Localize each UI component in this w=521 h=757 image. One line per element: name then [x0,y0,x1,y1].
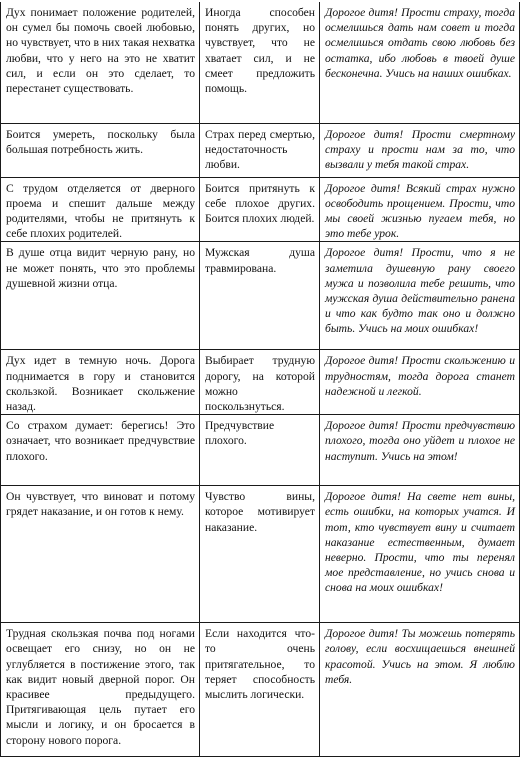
table-row [1,415,520,486]
meaning-cell: Предчувствие плохого. [200,415,320,486]
prayer-cell: Дорогое дитя! Прости, что я не заметила душевную рану своего мужа и позволила тебе решить, что мужская душа действительно ранена и что как будто так оно и должно быть. Учись на моих ошибках! [320,242,520,350]
situation-cell: Трудная скользкая почва под ногами освещает его снизу, но он не углубляется в постижение этого, так как видит новый дверной порог. Он красивее предыдущего. Притягивающая цель путает его мысли и логику, и он бросается в сторону нового порога. [1,623,200,757]
meaning-cell: Выбирает трудную дорогу, на которой можно поскользнуться. [200,350,320,415]
situation-cell: Дух идет в темную ночь. Дорога поднимается в гору и становится скользкой. Возникает скольжение назад. [1,350,200,415]
table-row [1,350,520,415]
prayer-cell: Дорогое дитя! Прости предчувствию плохого, тогда оно уйдет и плохое не наступит. Учись на этом! [320,415,520,486]
situation-cell: В душе отца видит черную рану, но не может понять, что это проблемы душевной жизни отца. [1,242,200,350]
table-row [1,123,520,177]
meaning-cell: Страх перед смертью, недостаточность любви. [200,123,320,177]
prayer-cell: Дорогое дитя! Прости скольжению и трудностям, тогда дорога станет надежной и легкой. [320,350,520,415]
situation-cell: Он чувствует, что виноват и потому грядет наказание, и он готов к нему. [1,486,200,623]
meaning-cell: Боится притянуть к себе плохое других. Боится плохих людей. [200,177,320,242]
table-row [1,242,520,350]
table-row [1,486,520,623]
meaning-cell: Чувство вины, которое мотивирует наказание. [200,486,320,623]
prayer-cell: Дорогое дитя! Ты можешь потерять голову, если восхищаешься внешней красотой. Учись на этом. Я люблю тебя. [320,623,520,757]
meaning-cell: Иногда способен понять других, но чувствует, что не хватает сил, и не смеет предложить помощь. [200,2,320,123]
prayer-cell: Дорогое дитя! Всякий страх нужно освободить прощением. Прости, что мы своей жизнью пугаем тебя, но это тебе урок. [320,177,520,242]
prayer-cell: Дорогое дитя! На свете нет вины, есть ошибки, на которых учатся. И тот, кто чувствует вину и считает наказание естественным, думает неверно. Прости, что ты перенял мое представление, но учись снова и снова на моих ошибках! [320,486,520,623]
situation-cell: Боится умереть, поскольку была большая потребность жить. [1,123,200,177]
situation-cell: Дух понимает положение родителей, он сумел бы помочь своей любовью, но чувствует, что в них такая нехватка любви, что у него на это не хватит сил, и если он это сделает, то перестанет существовать. [1,2,200,123]
table-row [1,177,520,242]
situation-cell: Со страхом думает: берегись! Это означает, что возникает предчувствие плохого. [1,415,200,486]
table-row [1,623,520,757]
meaning-cell: Если находится что-то очень притягательное, то теряет способность мыслить логически. [200,623,320,757]
prayer-cell: Дорогое дитя! Прости страху, тогда осмелишься дать нам совет и тогда осмелишься отдать свою любовь без остатка, ибо любовь в твоей душе бесконечна. Учись на наших ошибках. [320,2,520,123]
prayer-cell: Дорогое дитя! Прости смертному страху и прости нам за то, что вызвали у тебя такой страх. [320,123,520,177]
table-row [1,2,520,123]
three-column-table [0,2,520,757]
meaning-cell: Мужская душа травмирована. [200,242,320,350]
situation-cell: С трудом отделяется от дверного проема и спешит дальше между родителями, чтобы не притянуть к себе плохих родителей. [1,177,200,242]
